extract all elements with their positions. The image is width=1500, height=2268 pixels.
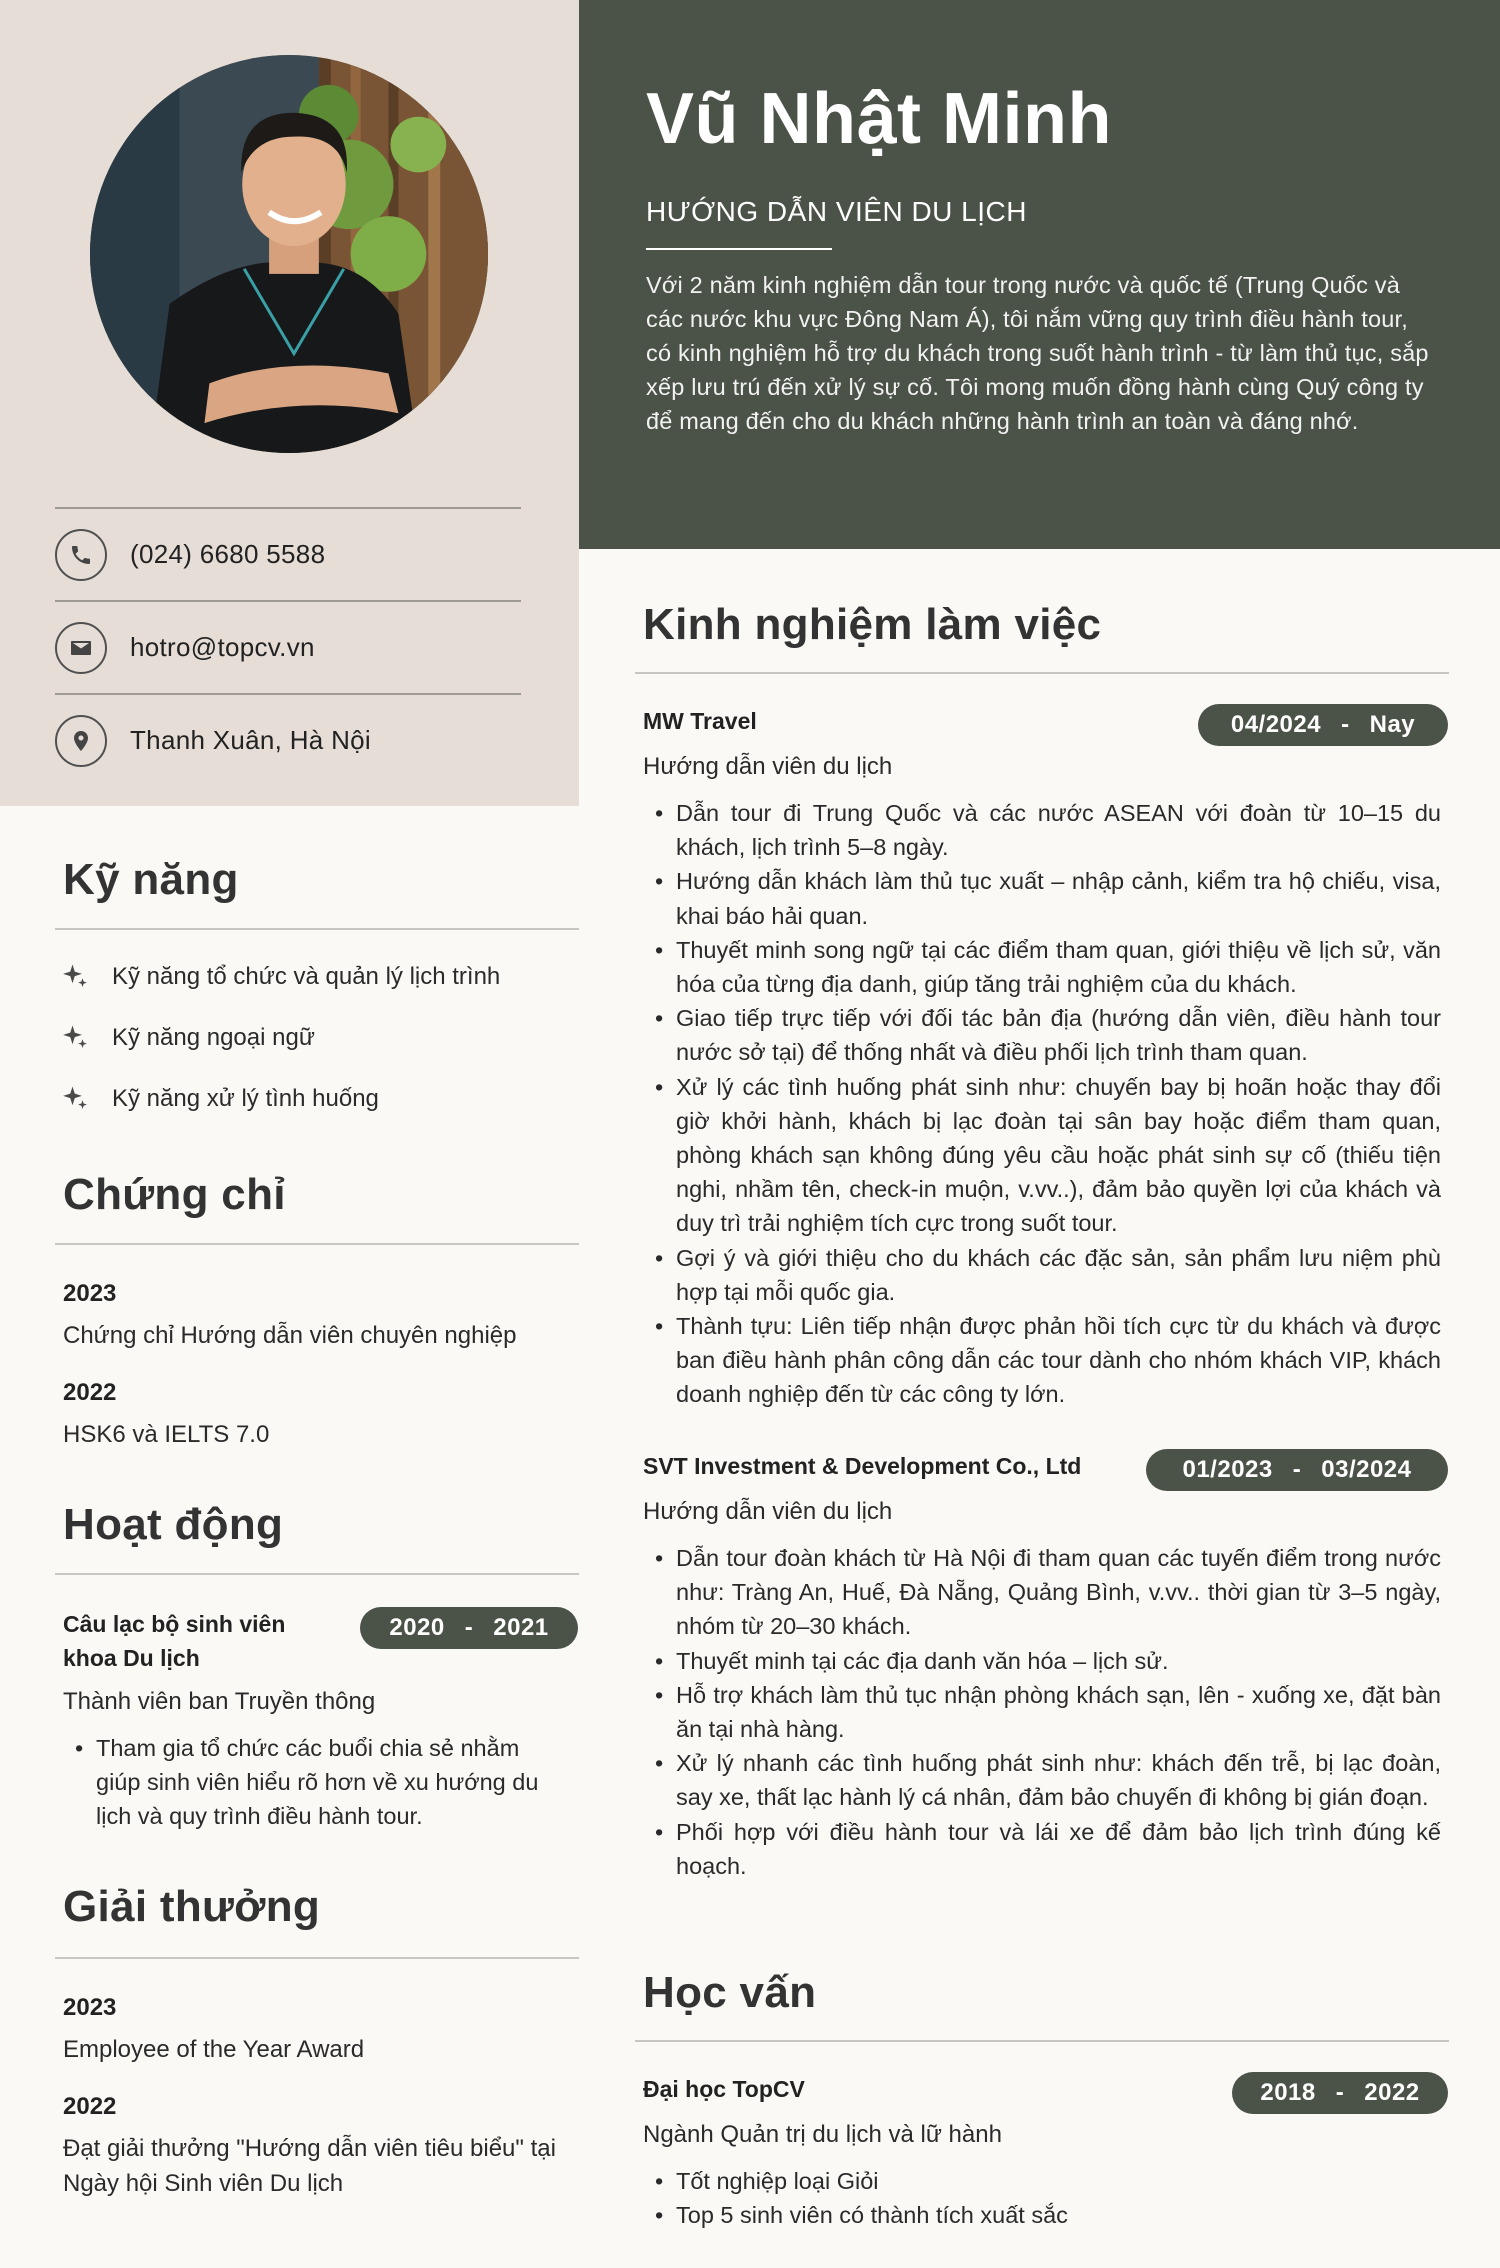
list-item: • Gợi ý và giới thiệu cho du khách các đặc sản, sản phẩm lưu niệm phù hợp tại mỗi quốc gia. — [643, 1241, 1441, 1309]
activities-heading: Hoạt động — [63, 1500, 284, 1549]
certificate-name: Chứng chỉ Hướng dẫn viên chuyên nghiệp — [63, 1322, 517, 1349]
date-separator: - — [1335, 2079, 1345, 2106]
skill-label: Kỹ năng ngoại ngữ — [112, 1024, 315, 1051]
list-item: • Thuyết minh tại các địa danh văn hóa – lịch sử. — [643, 1644, 1441, 1678]
title-divider — [646, 248, 832, 250]
date-start: 2020 — [389, 1614, 445, 1641]
award-year: 2022 — [63, 2093, 117, 2120]
company-name: SVT Investment & Development Co., Ltd — [643, 1453, 1082, 1479]
activity-organization: Câu lạc bộ sinh viên — [63, 1611, 286, 1637]
date-separator: - — [1341, 711, 1350, 738]
profile-summary: Với 2 năm kinh nghiệm dẫn tour trong nước và quốc tế (Trung Quốc và các nước khu vực Đông Nam Á), tôi nắm vững quy trình điều hành tour, có kinh nghiệm hỗ trợ du khách trong suốt hành trình - từ làm thủ tục, sắp xếp lưu trú đến xử lý sự cố. Tôi mong muốn đồng hành cùng Quý công ty để mang đến cho du khách những hành trình an toàn và đáng nhớ. — [646, 272, 1429, 434]
list-item: • Thành tựu: Liên tiếp nhận được phản hồi tích cực từ du khách và được ban điều hành phân công dẫn các tour dành cho nhóm khách VIP, khách doanh nghiệp đến từ các công ty lớn. — [643, 1309, 1441, 1412]
experience-role: Hướng dẫn viên du lịch — [643, 753, 893, 780]
certificate-year: 2023 — [63, 1280, 117, 1307]
location-pin-icon — [55, 715, 107, 767]
education-major: Ngành Quản trị du lịch và lữ hành — [643, 2121, 1002, 2148]
date-end: 2022 — [1364, 2079, 1420, 2106]
education-date-badge — [1232, 2072, 1448, 2114]
skill-label: Kỹ năng tổ chức và quản lý lịch trình — [112, 963, 501, 990]
education-divider — [635, 2040, 1449, 2042]
skill-item — [60, 962, 500, 992]
skills-divider — [55, 928, 579, 930]
address-text: Thanh Xuân, Hà Nội — [130, 725, 371, 755]
experience-date-badge — [1146, 1449, 1448, 1491]
experience-heading: Kinh nghiệm làm việc — [643, 600, 1102, 649]
experience-bullets — [643, 796, 1441, 1412]
skills-heading: Kỹ năng — [63, 855, 239, 904]
list-item: • Hướng dẫn khách làm thủ tục xuất – nhập cảnh, kiểm tra hộ chiếu, visa, khai báo hải quan. — [643, 864, 1441, 932]
list-item: • Dẫn tour đoàn khách từ Hà Nội đi tham quan các tuyến điểm trong nước như: Tràng An, Huế, Đà Nẵng, Quảng Bình, v.vv.. thời gian từ 3–5 ngày, nhóm từ 20–30 khách. — [643, 1541, 1441, 1644]
experience-bullets — [643, 1541, 1441, 1883]
email-address[interactable]: hotro@topcv.vn — [130, 632, 315, 662]
list-item: • Xử lý nhanh các tình huống phát sinh như: khách đến trễ, bị lạc đoàn, say xe, thất lạc hành lý cá nhân, đảm bảo chuyến đi không bị gián đoạn. — [643, 1746, 1441, 1814]
awards-divider — [55, 1957, 579, 1959]
award-name: Đạt giải thưởng "Hướng dẫn viên tiêu biểu" tại Ngày hội Sinh viên Du lịch — [63, 2135, 556, 2197]
list-item: • Giao tiếp trực tiếp với đối tác bản địa (hướng dẫn viên, điều hành tour nước sở tại) để thống nhất và điều phối lịch trình tham quan. — [643, 1001, 1441, 1069]
experience-date-badge — [1198, 704, 1448, 746]
skill-item — [60, 1084, 379, 1114]
date-start: 2018 — [1260, 2079, 1316, 2106]
list-item: • Tham gia tổ chức các buổi chia sẻ nhằm giúp sinh viên hiểu rõ hơn về xu hướng du lịch và quy trình điều hành tour. — [63, 1731, 553, 1834]
school-name: Đại học TopCV — [643, 2076, 805, 2102]
candidate-name: Vũ Nhật Minh — [646, 79, 1112, 159]
list-item: • Phối hợp với điều hành tour và lái xe để đảm bảo lịch trình đúng kế hoạch. — [643, 1815, 1441, 1883]
certificates-divider — [55, 1243, 579, 1245]
certificates-heading: Chứng chỉ — [63, 1170, 286, 1219]
awards-heading: Giải thưởng — [63, 1882, 321, 1931]
list-item: • Xử lý các tình huống phát sinh như: chuyến bay bị hoãn hoặc thay đổi giờ khởi hành, khách bị lạc đoàn tại sân bay hoặc điểm tham quan, phòng khách sạn không đúng yêu cầu hoặc phát sinh sự cố (thiếu tiện nghi, nhầm tên, check-in muộn, v.vv..), đảm bảo quyền lợi của khách và duy trì trải nghiệm tích cực trong suốt tour. — [643, 1070, 1441, 1241]
sparkle-icon — [60, 962, 90, 992]
activities-divider — [55, 1573, 579, 1575]
list-item: • Dẫn tour đi Trung Quốc và các nước ASEAN với đoàn từ 10–15 du khách, lịch trình 5–8 ngày. — [643, 796, 1441, 864]
activity-bullets — [63, 1731, 553, 1834]
date-end: 2021 — [493, 1614, 549, 1641]
sparkle-icon — [60, 1084, 90, 1114]
list-item: • Tốt nghiệp loại Giỏi — [643, 2164, 1441, 2198]
envelope-icon — [55, 622, 107, 674]
certificate-name: HSK6 và IELTS 7.0 — [63, 1421, 270, 1448]
experience-divider — [635, 672, 1449, 674]
date-start: 01/2023 — [1182, 1456, 1273, 1483]
skill-item — [60, 1023, 315, 1053]
date-end: Nay — [1369, 711, 1416, 738]
education-bullets — [643, 2164, 1441, 2232]
contact-phone — [55, 507, 521, 600]
award-year: 2023 — [63, 1994, 117, 2021]
education-heading: Học vấn — [643, 1968, 817, 2017]
contact-email — [55, 600, 521, 693]
company-name: MW Travel — [643, 708, 757, 734]
profile-photo — [90, 55, 488, 453]
phone-number[interactable]: (024) 6680 5588 — [130, 539, 326, 569]
date-start: 04/2024 — [1230, 711, 1322, 738]
list-item: • Top 5 sinh viên có thành tích xuất sắc — [643, 2198, 1441, 2232]
list-item: • Hỗ trợ khách làm thủ tục nhận phòng khách sạn, lên - xuống xe, đặt bàn ăn tại nhà hàng. — [643, 1678, 1441, 1746]
activity-role: Thành viên ban Truyền thông — [63, 1688, 376, 1715]
award-name: Employee of the Year Award — [63, 2036, 365, 2063]
phone-icon — [55, 529, 107, 581]
experience-role: Hướng dẫn viên du lịch — [643, 1498, 893, 1525]
activity-date-badge — [360, 1607, 578, 1649]
sparkle-icon — [60, 1023, 90, 1053]
certificate-year: 2022 — [63, 1379, 117, 1406]
skill-label: Kỹ năng xử lý tình huống — [112, 1085, 379, 1112]
list-item: • Thuyết minh song ngữ tại các điểm tham quan, giới thiệu về lịch sử, văn hóa của từng địa danh, giúp tăng trải nghiệm của du khách. — [643, 933, 1441, 1001]
profile-photo-illustration — [90, 55, 488, 453]
date-end: 03/2024 — [1321, 1456, 1412, 1483]
date-separator: - — [1292, 1456, 1302, 1483]
date-separator: - — [464, 1614, 474, 1641]
contact-address — [55, 693, 521, 786]
activity-organization-line2: khoa Du lịch — [63, 1645, 200, 1671]
job-title: HƯỚNG DẪN VIÊN DU LỊCH — [646, 196, 1027, 227]
